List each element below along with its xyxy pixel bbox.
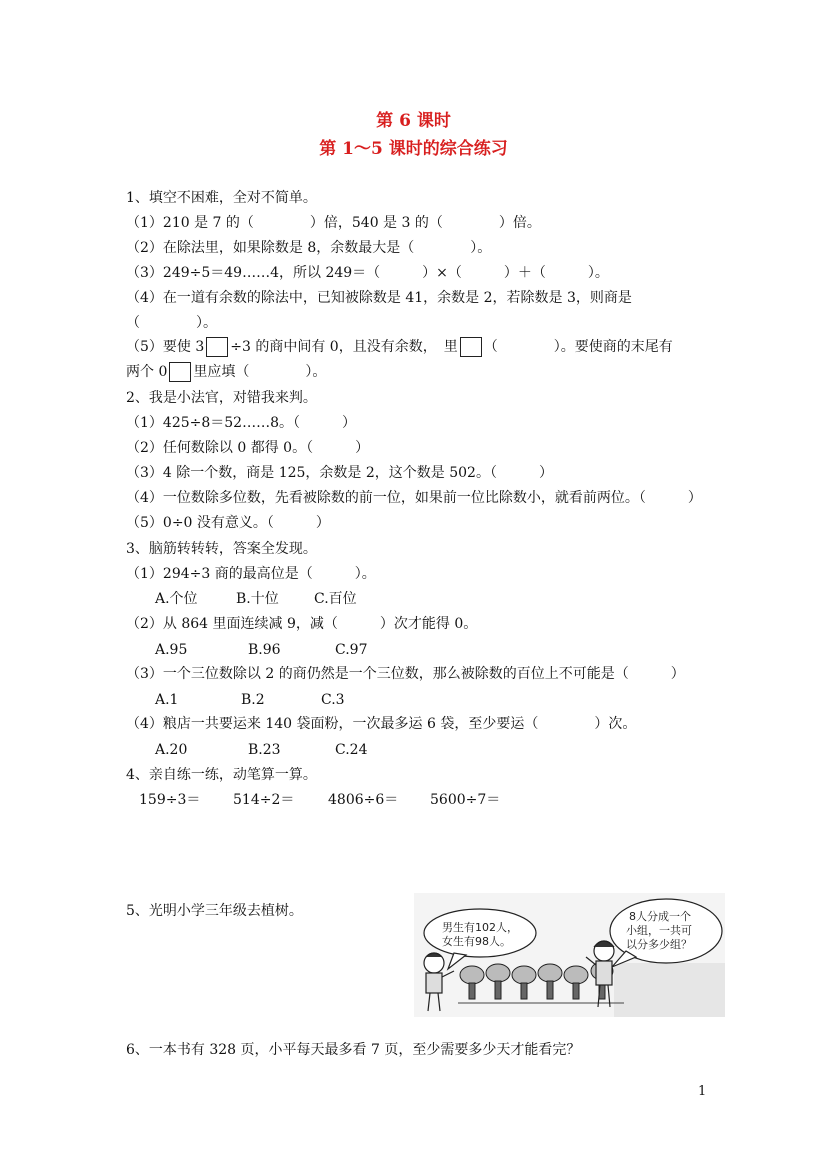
q3-heading: 3、脑筋转转转，答案全发现。 xyxy=(126,541,317,557)
q1-item-3: （3）249÷5＝49……4，所以 249＝（ ）×（ ）＋（ ）。 xyxy=(126,265,609,281)
blank-box xyxy=(169,362,191,382)
bubble-right-line-2: 小组，一共可 xyxy=(626,924,692,937)
q3-item-1: （1）294÷3 商的最高位是（ ）。 xyxy=(126,566,376,582)
q3-3-option-c: C.3 xyxy=(321,692,345,708)
q3-1-option-c: C.百位 xyxy=(314,591,357,607)
q4-heading: 4、亲自练一练，动笔算一算。 xyxy=(126,767,317,783)
q1-item-5-cont xyxy=(126,362,326,382)
blank-box xyxy=(460,337,482,357)
q5-heading: 5、光明小学三年级去植树。 xyxy=(126,903,303,919)
q1-item-5-part-a: （5）要使 3 xyxy=(126,339,205,355)
q2-item-3: （3）4 除一个数，商是 125，余数是 2，这个数是 502。（ ） xyxy=(126,465,553,481)
q1-item-2: （2）在除法里，如果除数是 8，余数最大是（ ）。 xyxy=(126,240,492,256)
q1-item-5-part-e: 里应填（ ）。 xyxy=(193,364,327,380)
q3-2-option-b: B.96 xyxy=(248,642,281,658)
bubble-left-line-2: 女生有98人。 xyxy=(442,935,511,948)
q3-item-3: （3）一个三位数除以 2 的商仍然是一个三位数，那么被除数的百位上不可能是（ ） xyxy=(126,666,685,682)
q1-item-5-part-c: （ ）。要使商的末尾有 xyxy=(483,339,673,355)
q3-4-option-c: C.24 xyxy=(335,742,368,758)
q3-4-option-a: A.20 xyxy=(155,742,188,758)
q6-heading: 6、一本书有 328 页，小平每天最多看 7 页，至少需要多少天才能看完？ xyxy=(126,1042,581,1058)
q3-item-2: （2）从 864 里面连续减 9，减（ ）次才能得 0。 xyxy=(126,616,478,632)
q1-item-4: （4）在一道有余数的除法中，已知被除数是 41，余数是 2，若除数是 3，则商是 xyxy=(126,290,632,306)
q3-item-4: （4）粮店一共要运来 140 袋面粉，一次最多运 6 袋，至少要运（ ）次。 xyxy=(126,716,637,732)
q3-2-option-c: C.97 xyxy=(335,642,368,658)
q3-2-option-a: A.95 xyxy=(155,642,188,658)
q1-heading: 1、填空不困难，全对不简单。 xyxy=(126,190,317,206)
bubble-right-line-3: 以分多少组？ xyxy=(626,938,692,951)
page-number: 1 xyxy=(698,1084,707,1099)
bubble-left-line-1: 男生有102人， xyxy=(442,921,518,934)
q3-3-option-a: A.1 xyxy=(155,692,179,708)
q4-expr-4: 5600÷7＝ xyxy=(430,792,501,808)
q4-expr-1: 159÷3＝ xyxy=(139,792,201,808)
q3-1-option-a: A.个位 xyxy=(155,591,198,607)
tree-planting-illustration xyxy=(414,893,725,1017)
q1-item-5-part-d: 两个 0 xyxy=(126,364,168,380)
q1-item-1: （1）210 是 7 的（ ）倍，540 是 3 的（ ）倍。 xyxy=(126,215,541,231)
q3-1-option-b: B.十位 xyxy=(236,591,279,607)
q2-item-1: （1）425÷8＝52……8。（ ） xyxy=(126,415,356,431)
q1-item-4-cont: （ ）。 xyxy=(126,315,217,331)
q3-3-option-b: B.2 xyxy=(241,692,265,708)
q4-expr-2: 514÷2＝ xyxy=(233,792,295,808)
q2-item-2: （2）任何数除以 0 都得 0。（ ） xyxy=(126,440,370,456)
q3-4-option-b: B.23 xyxy=(248,742,281,758)
q2-item-5: （5）0÷0 没有意义。（ ） xyxy=(126,515,330,531)
q4-expr-3: 4806÷6＝ xyxy=(328,792,399,808)
blank-box xyxy=(206,337,228,357)
page-subtitle: 第 1～5 课时的综合练习 xyxy=(319,139,508,159)
q2-item-4: （4）一位数除多位数，先看被除数的前一位，如果前一位比除数小，就看前两位。（ ） xyxy=(126,490,702,506)
q1-item-5-part-b: ÷3 的商中间有 0，且没有余数， 里 xyxy=(230,339,458,355)
q2-heading: 2、我是小法官，对错我来判。 xyxy=(126,390,317,406)
page-title: 第 6 课时 xyxy=(376,111,451,131)
q1-item-5 xyxy=(126,337,673,357)
bubble-right-line-1: 8人分成一个 xyxy=(629,910,691,923)
